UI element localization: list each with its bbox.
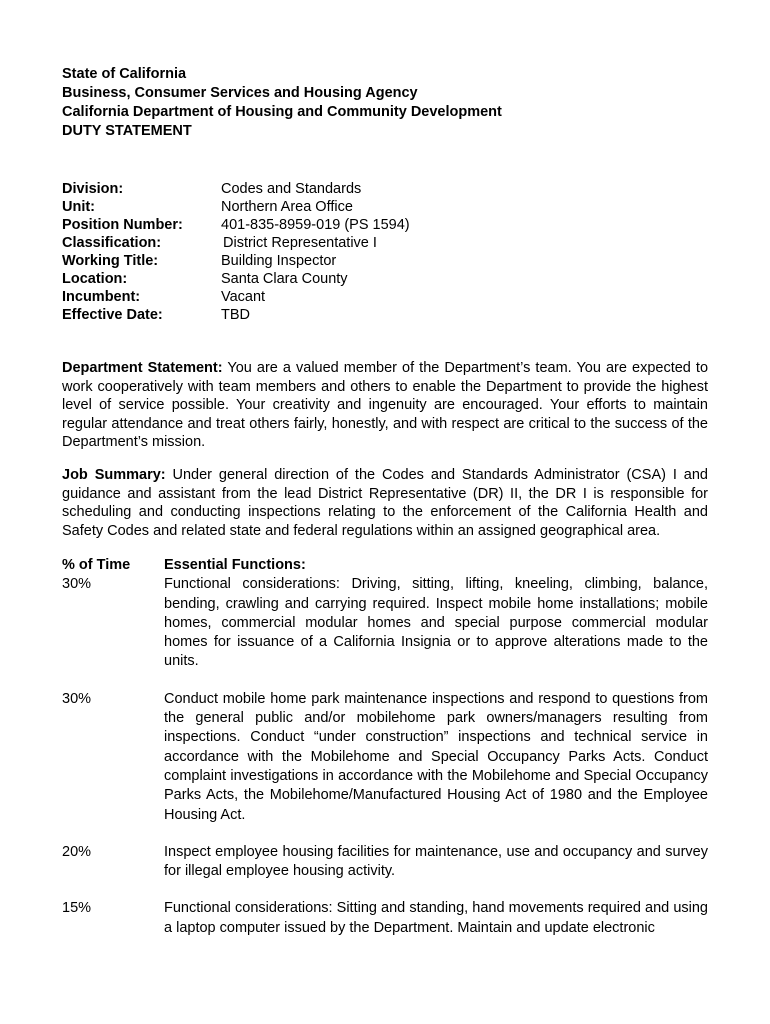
percent-time-header: % of Time <box>62 557 131 573</box>
info-row-division <box>62 180 410 198</box>
department-statement <box>62 359 708 452</box>
header-doc-title: DUTY STATEMENT <box>62 123 192 139</box>
function-row <box>62 899 708 938</box>
info-row-effective-date <box>62 306 410 324</box>
info-value: 401-835-8959-019 (PS 1594) <box>221 217 410 233</box>
function-text: Functional considerations: Driving, sitting, lifting, kneeling, climbing, balance, bending, crawling and carrying required. Inspect mobile home installations; mobile homes, commercial modular homes and special purpose commercial modular homes for issuance of a California Insignia or to approve alterations made to the units. <box>164 576 708 670</box>
info-label: Working Title: <box>62 253 159 269</box>
info-row-unit <box>62 198 410 216</box>
info-value: TBD <box>221 307 250 323</box>
info-label: Position Number: <box>62 217 183 233</box>
info-value: Building Inspector <box>221 253 337 269</box>
essential-functions <box>62 556 708 956</box>
function-percent: 15% <box>62 900 92 917</box>
function-text: Functional considerations: Sitting and standing, hand movements required and using a laptop computer issued by the Department. Maintain and update electronic <box>164 900 708 936</box>
function-row <box>62 575 708 671</box>
job-summary <box>62 466 708 540</box>
info-label: Unit: <box>62 199 96 215</box>
function-text: Inspect employee housing facilities for maintenance, use and occupancy and survey for illegal employee housing activity. <box>164 843 708 880</box>
info-label: Effective Date: <box>62 307 163 323</box>
function-percent: 20% <box>62 843 92 860</box>
info-row-location <box>62 270 410 288</box>
essential-functions-header: Essential Functions: <box>164 557 306 573</box>
department-statement-text: You are a valued member of the Department’s team. You are expected to work cooperatively with team members and others to enable the Department to provide the highest level of service possible. Your creativity and ingenuity are encouraged. Your efforts to maintain regular attendance and treat others fairly, honestly, and with respect are critical to the success of the Department’s mission. <box>62 360 709 450</box>
header-agency: Business, Consumer Services and Housing Agency <box>62 85 418 101</box>
function-percent: 30% <box>62 690 92 707</box>
info-value: Northern Area Office <box>221 199 353 215</box>
job-summary-text: Under general direction of the Codes and Standards Administrator (CSA) I and guidance and assistant from the lead District Representative (DR) II, the DR I is responsible for scheduling and conducting inspections relating to the enforcement of the California Health and Safety Codes and related state and federal regulations within an assigned geographical area. <box>62 467 708 539</box>
position-info <box>62 180 410 324</box>
function-row <box>62 690 708 825</box>
header-state: State of California <box>62 66 187 82</box>
info-row-position-number <box>62 216 410 234</box>
info-row-classification <box>62 234 410 252</box>
info-value: Vacant <box>221 289 266 305</box>
info-row-incumbent <box>62 288 410 306</box>
info-label: Classification: <box>62 235 162 251</box>
info-label: Division: <box>62 181 124 197</box>
department-statement-label: Department Statement: <box>62 360 223 376</box>
info-label: Incumbent: <box>62 289 141 305</box>
info-value: District Representative I <box>223 235 377 251</box>
document-header <box>62 65 502 141</box>
functions-header <box>62 556 708 575</box>
job-summary-label: Job Summary: <box>62 467 166 483</box>
info-value: Santa Clara County <box>221 271 348 287</box>
function-text: Conduct mobile home park maintenance inspections and respond to questions from the general public and/or mobilehome park owners/managers resulting from inspections. Conduct “under construction” inspections and technical service in accordance with the Mobilehome and Special Occupancy Parks Acts. Conduct complaint investigations in accordance with the Mobilehome and Special Occupancy Parks Acts, the Mobilehome/Manufactured Housing Act of 1980 and the Employee Housing Act. <box>164 690 708 823</box>
header-department: California Department of Housing and Community Development <box>62 104 502 120</box>
function-percent: 30% <box>62 576 92 593</box>
info-label: Location: <box>62 271 128 287</box>
function-row <box>62 843 708 882</box>
info-row-working-title <box>62 252 410 270</box>
info-value: Codes and Standards <box>221 181 362 197</box>
